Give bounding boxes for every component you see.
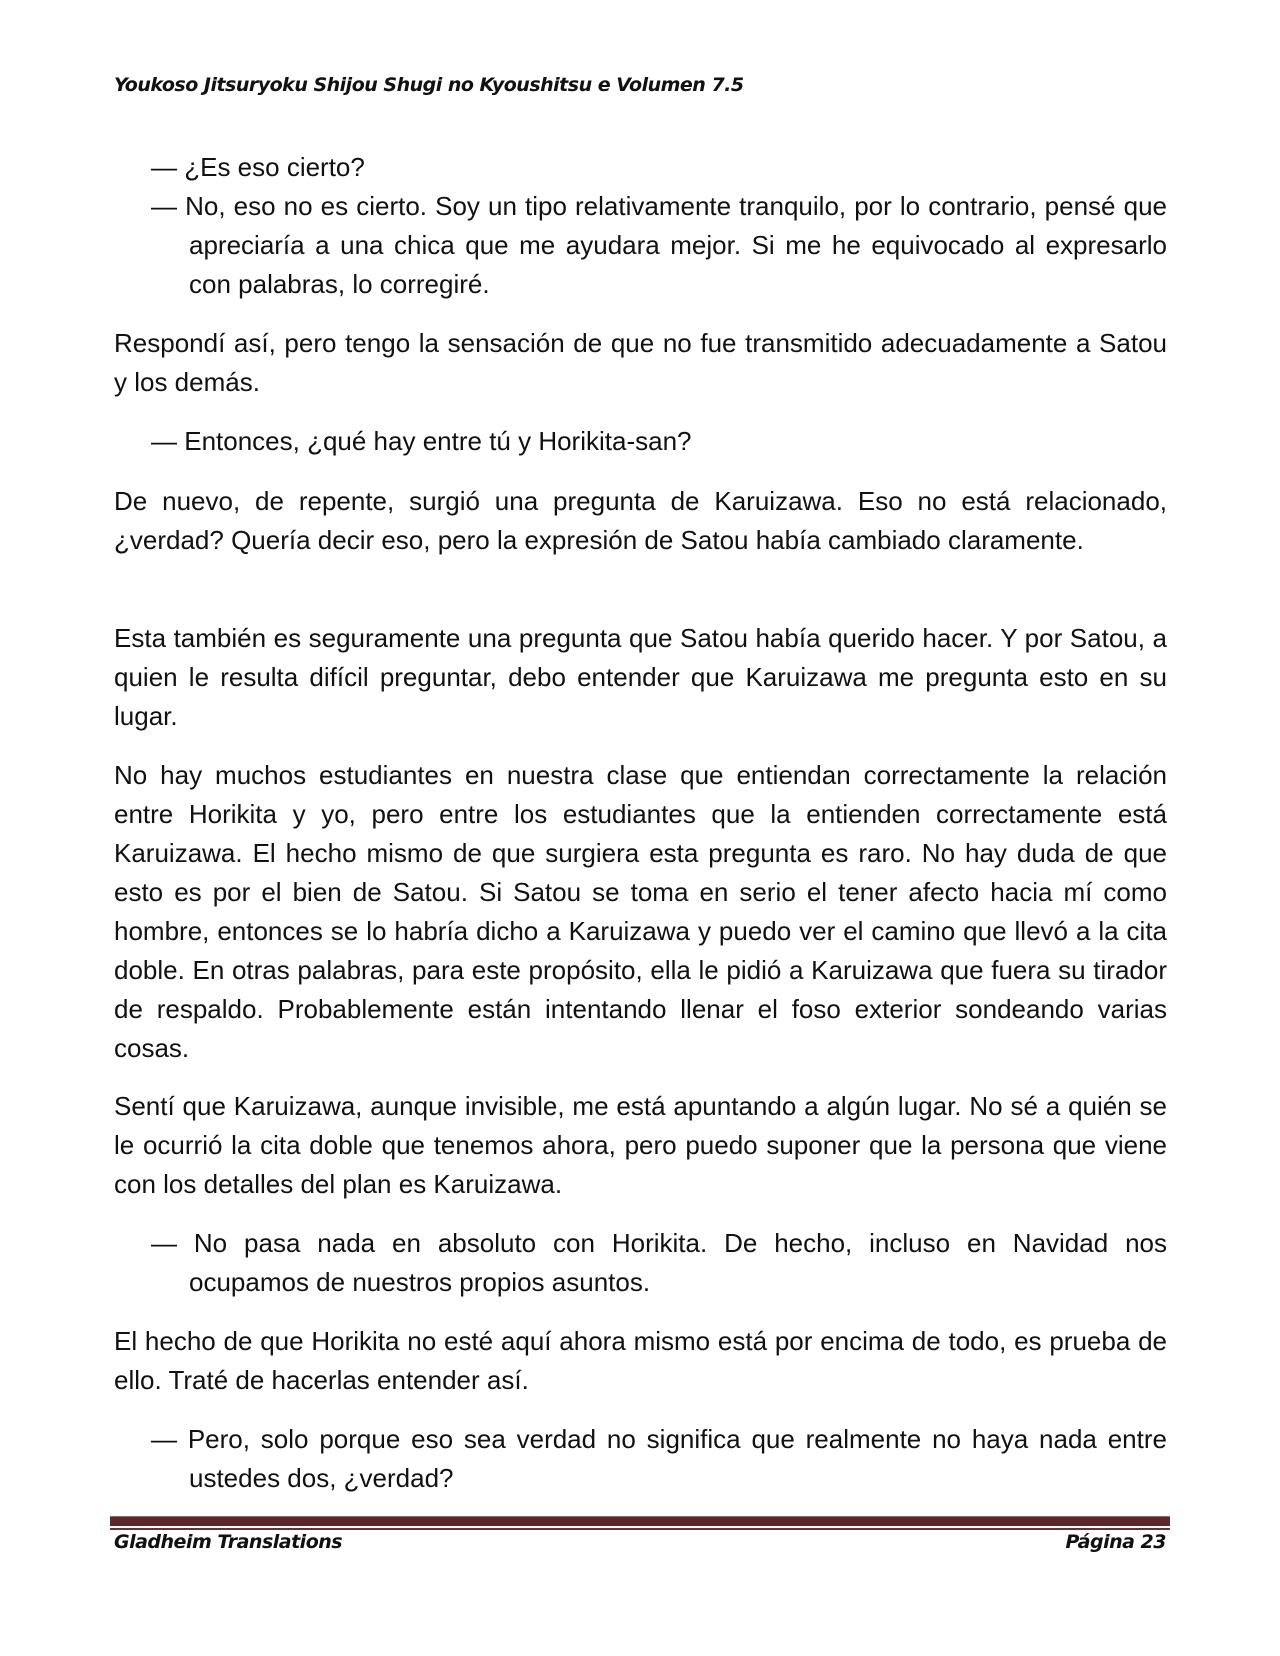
footer-rule-thin <box>110 1528 1170 1530</box>
running-header: Youkoso Jitsuryoku Shijou Shugi no Kyoushitsu e Volumen 7.5 <box>114 74 744 96</box>
paragraph: Esta también es seguramente una pregunta que Satou había querido hacer. Y por Satou, a quien le resulta difícil preguntar, debo entender que Karuizawa me pregunta esto en su lugar. <box>114 623 1167 731</box>
footer-rule <box>110 1516 1170 1526</box>
dialogue-line: — Pero, solo porque eso sea verdad no significa que realmente no haya nada entre ustedes dos, ¿verdad? <box>151 1424 1167 1493</box>
paragraph: Respondí así, pero tengo la sensación de que no fue transmitido adecuadamente a Satou y los demás. <box>114 328 1167 397</box>
dialogue-line: — No, eso no es cierto. Soy un tipo relativamente tranquilo, por lo contrario, pensé que apreciaría a una chica que me ayudara mejor. Si me he equivocado al expresarlo con palabras, lo corregiré. <box>151 191 1167 299</box>
paragraph: El hecho de que Horikita no esté aquí ahora mismo está por encima de todo, es prueba de ello. Traté de hacerlas entender así. <box>114 1326 1167 1395</box>
footer-page-number: Página 23 <box>1065 1531 1166 1553</box>
dialogue-line: — ¿Es eso cierto? <box>151 152 365 182</box>
dialogue-line: — Entonces, ¿qué hay entre tú y Horikita-san? <box>151 426 692 456</box>
paragraph: Sentí que Karuizawa, aunque invisible, me está apuntando a algún lugar. No sé a quién se le ocurrió la cita doble que tenemos ahora, pero puedo suponer que la persona que viene con los detalles del plan es Karuizawa. <box>114 1091 1167 1199</box>
paragraph: De nuevo, de repente, surgió una pregunta de Karuizawa. Eso no está relacionado, ¿verdad? Quería decir eso, pero la expresión de Satou había cambiado claramente. <box>114 486 1167 555</box>
paragraph: No hay muchos estudiantes en nuestra clase que entiendan correctamente la relación entre Horikita y yo, pero entre los estudiantes que la entienden correctamente está Karuizawa. El hecho mismo de que surgiera esta pregunta es raro. No hay duda de que esto es por el bien de Satou. Si Satou se toma en serio el tener afecto hacia mí como hombre, entonces se lo habría dicho a Karuizawa y puedo ver el camino que llevó a la cita doble. En otras palabras, para este propósito, ella le pidió a Karuizawa que fuera su tirador de respaldo. Probablemente están intentando llenar el foso exterior sondeando varias cosas. <box>114 760 1167 1063</box>
dialogue-line: — No pasa nada en absoluto con Horikita. De hecho, incluso en Navidad nos ocupamos de nuestros propios asuntos. <box>151 1228 1167 1297</box>
footer-translator: Gladheim Translations <box>114 1531 343 1553</box>
